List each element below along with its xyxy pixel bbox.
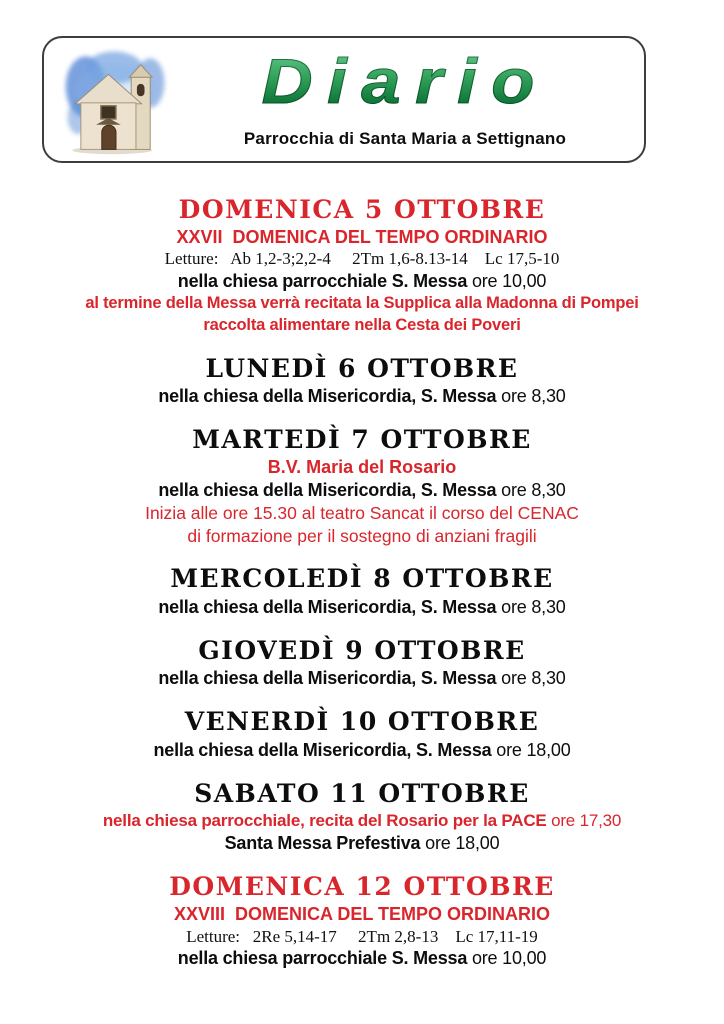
mass-line — [10, 385, 714, 408]
parish-subtitle: Parrocchia di Santa Maria a Settignano — [243, 128, 567, 148]
mass-time: ore 18,00 — [491, 739, 571, 760]
mass-time: ore 10,00 — [467, 948, 547, 969]
section-domenica-5-ottobre — [10, 196, 714, 337]
feast-line: XXVII DOMENICA DEL TEMPO ORDINARIO — [176, 226, 548, 247]
mass-time: ore 8,30 — [496, 479, 566, 500]
feast-line: XXVIII DOMENICA DEL TEMPO ORDINARIO — [173, 903, 551, 924]
day-heading: MARTEDÌ 7 OTTOBRE — [192, 425, 532, 455]
section-venerdi-10-ottobre — [10, 708, 714, 762]
mass-time: ore 8,30 — [496, 596, 566, 617]
mass-place: nella chiesa parrocchiale S. Messa — [177, 948, 468, 969]
mass-line — [10, 739, 714, 762]
section-domenica-12-ottobre — [10, 873, 714, 970]
mass-line — [10, 667, 714, 690]
note-line: di formazione per il sostegno di anziani fragili — [187, 525, 537, 546]
mass-time: ore 8,30 — [496, 386, 566, 407]
rosario-line — [10, 810, 714, 832]
section-lunedi-6-ottobre — [10, 355, 714, 409]
day-heading: GIOVEDÌ 9 OTTOBRE — [198, 635, 526, 665]
note-line: raccolta alimentare nella Cesta dei Poveri — [203, 316, 521, 334]
section-giovedi-9-ottobre — [10, 637, 714, 691]
mass-place: Santa Messa Prefestiva — [224, 833, 421, 854]
mass-place: nella chiesa della Misericordia, S. Messa — [158, 386, 497, 407]
rosario-place: nella chiesa parrocchiale, recita del Rosario per la PACE — [102, 811, 547, 831]
section-martedi-7-ottobre — [10, 426, 714, 547]
mass-place: nella chiesa della Misericordia, S. Messa — [153, 739, 492, 760]
page-title: Diario — [261, 46, 549, 117]
rosario-time: ore 17,30 — [546, 811, 622, 831]
section-mercoledi-8-ottobre — [10, 565, 714, 619]
feast-line: B.V. Maria del Rosario — [267, 456, 457, 477]
readings-line: Letture: 2Re 5,14-17 2Tm 2,8-13 Lc 17,11-19 — [186, 926, 538, 946]
section-sabato-11-ottobre — [10, 780, 714, 855]
mass-line — [10, 479, 714, 502]
day-heading: MERCOLEDÌ 8 OTTOBRE — [170, 564, 554, 594]
header-card — [42, 36, 646, 163]
mass-place: nella chiesa parrocchiale S. Messa — [177, 271, 468, 292]
mass-line — [10, 270, 714, 293]
church-image — [58, 43, 174, 157]
readings-line: Letture: Ab 1,2-3;2,2-4 2Tm 1,6-8.13-14 Lc 17,5-10 — [164, 249, 560, 269]
mass-place: nella chiesa della Misericordia, S. Messa — [158, 479, 497, 500]
day-heading: LUNEDÌ 6 OTTOBRE — [205, 353, 519, 383]
mass-place: nella chiesa della Misericordia, S. Messa — [158, 596, 497, 617]
note-line: Inizia alle ore 15.30 al teatro Sancat il corso del CENAC — [145, 502, 579, 523]
mass-time: ore 8,30 — [496, 668, 566, 689]
header-text — [174, 46, 636, 149]
mass-line — [10, 947, 714, 970]
note-line: al termine della Messa verrà recitata la Supplica alla Madonna di Pompei — [85, 294, 639, 313]
day-heading: DOMENICA 5 OTTOBRE — [178, 195, 546, 224]
day-heading: SABATO 11 OTTOBRE — [194, 778, 530, 808]
mass-place: nella chiesa della Misericordia, S. Messa — [158, 668, 497, 689]
day-heading: VENERDÌ 10 OTTOBRE — [184, 707, 540, 737]
day-heading: DOMENICA 12 OTTOBRE — [169, 872, 555, 902]
mass-line — [10, 832, 714, 855]
diary-content — [0, 196, 724, 970]
mass-line — [10, 596, 714, 619]
mass-time: ore 10,00 — [467, 271, 547, 292]
mass-time: ore 18,00 — [420, 833, 500, 854]
